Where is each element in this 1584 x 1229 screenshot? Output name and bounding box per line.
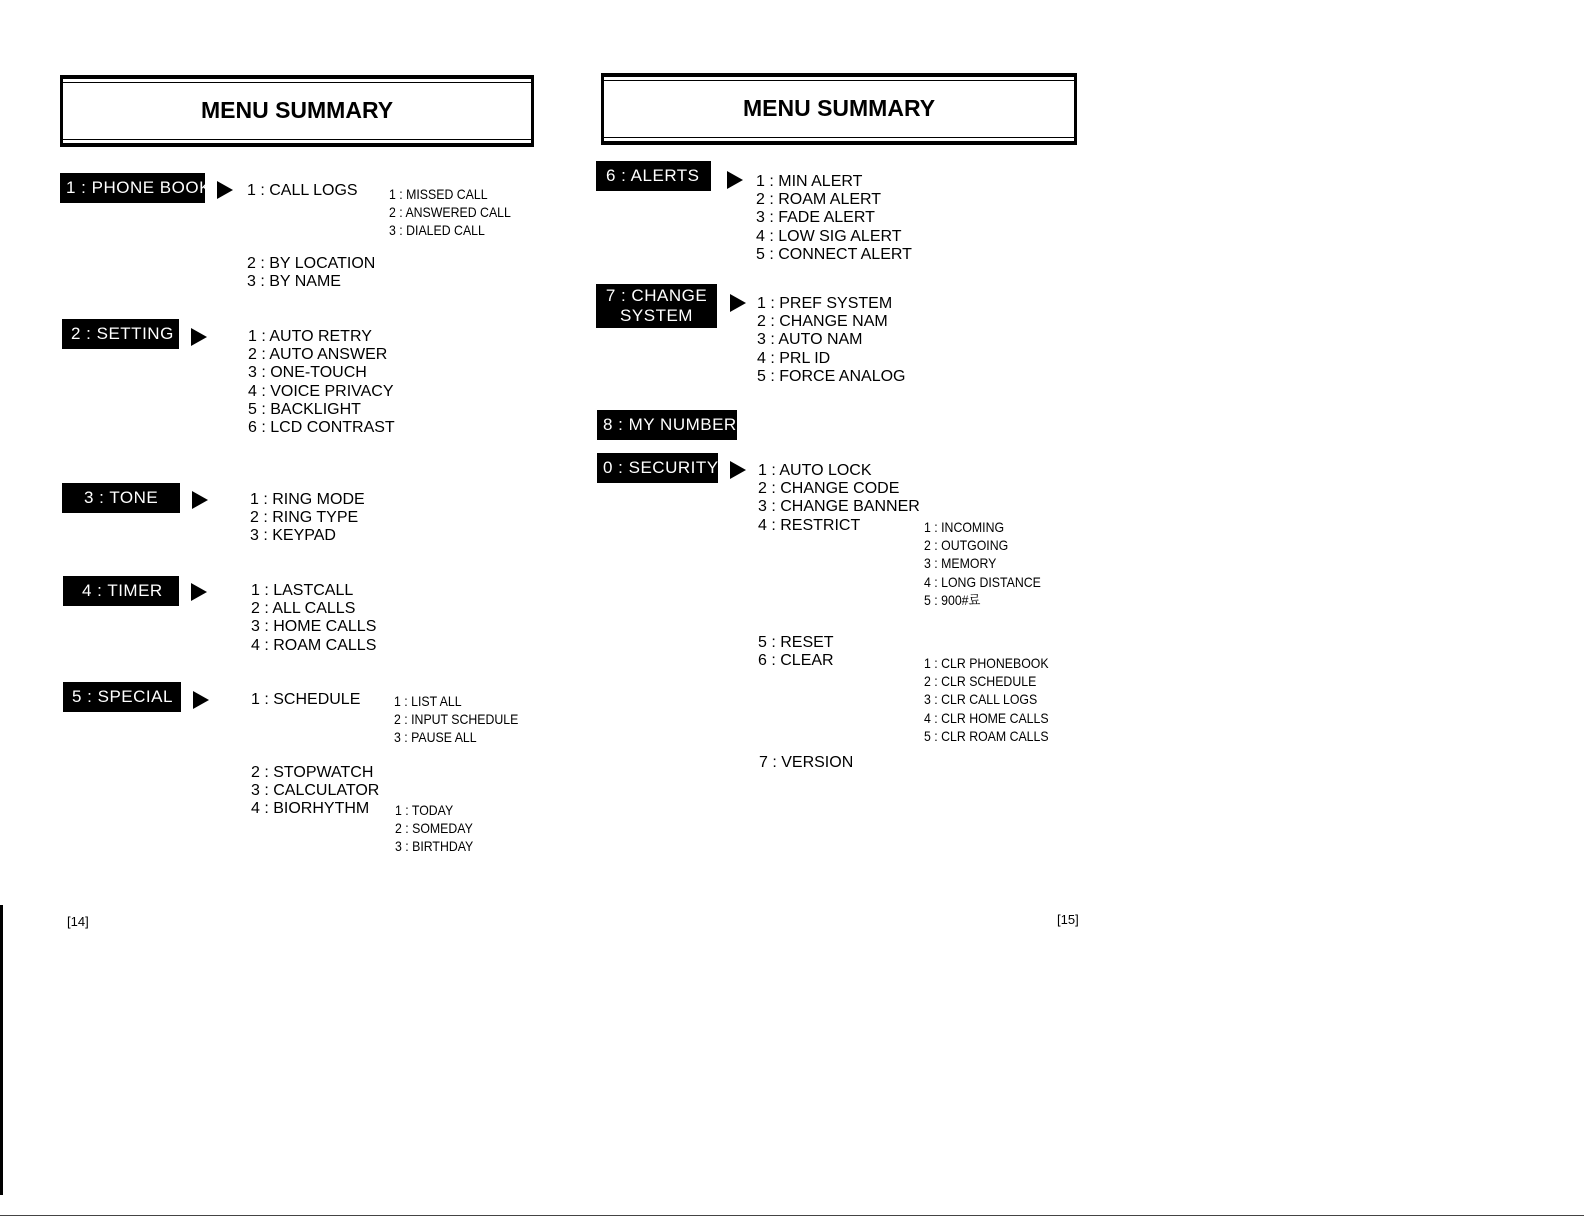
left-title-box: [60, 75, 534, 147]
menu-list: [251, 582, 376, 655]
menu-item: 3 : FADE ALERT: [756, 209, 875, 227]
submenu-list: [924, 654, 1049, 745]
menu-item: 4 : VOICE PRIVACY: [248, 382, 394, 400]
menu-list: [757, 295, 905, 386]
menu-item: 5 : BACKLIGHT: [248, 400, 361, 418]
menu-item: 6 : LCD CONTRAST: [248, 419, 395, 437]
arrow-icon: [217, 181, 233, 199]
tag-line: SYSTEM: [620, 306, 693, 325]
menu-item: 4 : BIORHYTHM: [251, 800, 370, 818]
submenu-item: 5 : CLR ROAM CALLS: [924, 727, 1049, 744]
menu-item: 2 : CHANGE NAM: [757, 313, 888, 331]
menu-item: 4 : RESTRICT: [758, 516, 861, 534]
menu-item: 5 : CONNECT ALERT: [756, 245, 912, 263]
menu-item: 4 : ROAM CALLS: [251, 636, 377, 654]
menu-item: 3 : HOME CALLS: [251, 618, 377, 636]
menu-item: 1 : CALL LOGS: [247, 182, 358, 199]
submenu-item: 1 : INCOMING: [924, 519, 1005, 535]
menu-item: 6 : CLEAR: [758, 652, 834, 670]
menu-list: [758, 634, 834, 670]
menu-item: 1 : LASTCALL: [251, 582, 354, 599]
menu-item: 2 : RING TYPE: [250, 509, 359, 527]
submenu-list: [924, 518, 1041, 609]
menu-item: 2 : BY LOCATION: [247, 255, 376, 272]
menu-item: 3 : AUTO NAM: [757, 331, 863, 349]
menu-item: 1 : AUTO RETRY: [248, 328, 372, 345]
left-page-title: MENU SUMMARY: [200, 97, 394, 123]
menu-list: [251, 764, 379, 819]
tag-line: 7 : CHANGE: [605, 286, 708, 305]
menu-tag-special: 5 : SPECIAL: [63, 682, 181, 712]
arrow-icon: [730, 461, 746, 479]
submenu-item: 3 : PAUSE ALL: [394, 729, 477, 746]
menu-item: 3 : KEYPAD: [250, 527, 336, 545]
submenu-item: 2 : INPUT SCHEDULE: [394, 711, 519, 728]
right-page-title: MENU SUMMARY: [742, 95, 936, 121]
submenu-item: 3 : DIALED CALL: [389, 222, 485, 239]
menu-tag-phone-book: 1 : PHONE BOOK: [60, 173, 205, 203]
menu-list: [250, 491, 365, 546]
submenu-item: 4 : CLR HOME CALLS: [924, 709, 1049, 726]
submenu-item: 5 : 900#료: [924, 591, 981, 608]
menu-list: [247, 255, 375, 291]
submenu-item: 1 : MISSED CALL: [389, 186, 488, 202]
menu-tag-security: 0 : SECURITY: [597, 453, 718, 483]
submenu-item: 2 : OUTGOING: [924, 537, 1009, 554]
menu-tag-change-system: [596, 284, 717, 328]
menu-item: 1 : RING MODE: [250, 491, 365, 508]
arrow-icon: [191, 583, 207, 601]
submenu-list: [395, 801, 473, 856]
submenu-item: 1 : LIST ALL: [394, 693, 462, 709]
scan-edge-line: [0, 905, 3, 1195]
arrow-icon: [727, 171, 743, 189]
menu-tag-setting: 2 : SETTING: [62, 319, 179, 349]
submenu-item: 2 : CLR SCHEDULE: [924, 673, 1037, 690]
menu-item: 1 : PREF SYSTEM: [757, 295, 893, 312]
arrow-icon: [192, 491, 208, 509]
menu-item: 1 : AUTO LOCK: [758, 462, 872, 479]
menu-item: 5 : RESET: [758, 634, 834, 651]
menu-item: 3 : ONE-TOUCH: [248, 364, 367, 382]
submenu-list: [389, 185, 511, 240]
menu-list: [756, 173, 912, 264]
menu-item: 2 : ALL CALLS: [251, 600, 356, 618]
menu-tag-timer: 4 : TIMER: [63, 576, 179, 606]
menu-item: 1 : MIN ALERT: [756, 173, 863, 190]
submenu-item: 2 : SOMEDAY: [395, 820, 473, 837]
menu-item: 1 : SCHEDULE: [251, 691, 361, 708]
submenu-item: 3 : MEMORY: [924, 555, 997, 572]
submenu-item: 4 : LONG DISTANCE: [924, 573, 1041, 590]
menu-item: 2 : ROAM ALERT: [756, 191, 882, 209]
menu-tag-tone: 3 : TONE: [62, 483, 180, 513]
menu-item: 2 : STOPWATCH: [251, 764, 374, 781]
submenu-item: 1 : CLR PHONEBOOK: [924, 655, 1049, 671]
menu-item: 4 : PRL ID: [757, 349, 831, 367]
menu-item: 5 : FORCE ANALOG: [757, 367, 906, 385]
menu-tag-my-number: 8 : MY NUMBER: [597, 410, 737, 440]
arrow-icon: [193, 691, 209, 709]
menu-item: 7 : VERSION: [759, 754, 854, 771]
menu-item: 3 : CHANGE BANNER: [758, 498, 920, 516]
menu-item: 3 : BY NAME: [247, 273, 341, 291]
arrow-icon: [730, 294, 746, 312]
menu-item: 2 : CHANGE CODE: [758, 480, 900, 498]
submenu-list: [394, 692, 518, 747]
page-number-left: [14]: [67, 914, 89, 929]
submenu-item: 3 : BIRTHDAY: [395, 838, 474, 855]
menu-item: 4 : LOW SIG ALERT: [756, 227, 902, 245]
menu-tag-alerts: 6 : ALERTS: [596, 161, 711, 191]
menu-item: 3 : CALCULATOR: [251, 782, 380, 800]
page-number-right: [15]: [1057, 912, 1079, 927]
scan-bottom-line: [0, 1215, 1584, 1216]
submenu-item: 3 : CLR CALL LOGS: [924, 691, 1038, 708]
arrow-icon: [191, 328, 207, 346]
menu-list: [758, 462, 920, 535]
menu-list: [248, 328, 395, 437]
right-title-box: [601, 73, 1077, 145]
submenu-item: 2 : ANSWERED CALL: [389, 204, 511, 221]
menu-item: 2 : AUTO ANSWER: [248, 346, 388, 364]
submenu-item: 1 : TODAY: [395, 802, 454, 818]
